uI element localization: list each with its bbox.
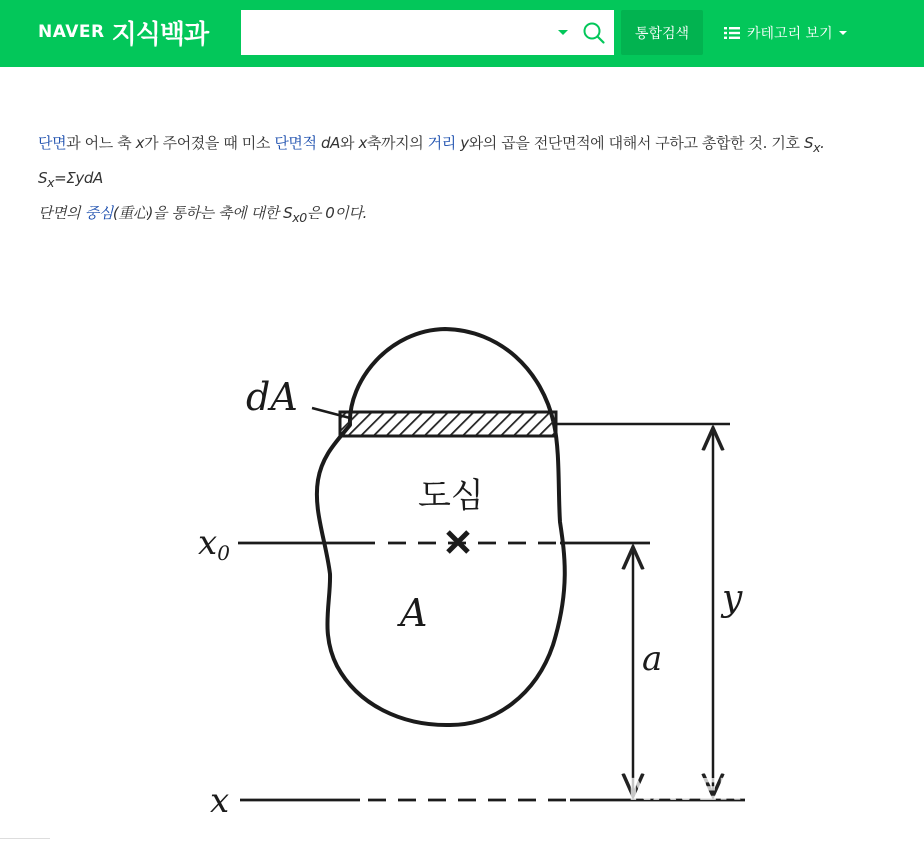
text-segment: (重心)을 통하는 축에 대한 [112,204,284,222]
definition-text [38,128,912,233]
formula-subscript: x [47,175,55,190]
text-segment: . [820,134,825,152]
symbol-subscript: x [813,140,821,155]
label-a: a [642,639,663,679]
text-segment: 은 0이다. [306,204,367,222]
search-icon[interactable] [582,21,606,45]
naver-dictionary-logo[interactable] [38,14,208,50]
formula-symbol: S [38,169,48,187]
variable-x: x [135,134,145,152]
category-view-label: 카테고리 보기 [747,25,833,42]
naver-logo[interactable]: NAVER [38,22,105,42]
label-y: y [722,578,743,619]
bottom-divider [0,838,50,839]
symbol-S: S [803,134,814,152]
formula [38,163,912,198]
service-name[interactable]: 지식백과 [111,19,209,50]
dA-strip [340,412,556,436]
label-x0-subscript: 0 [217,541,230,565]
naver-watermark: NAVER [628,773,742,808]
label-x0-letter: x [198,523,218,563]
top-bar [0,0,924,67]
label-dA: dA [246,375,298,419]
symbol-S: S [283,204,293,222]
text-segment: 와의 곱을 전단면적에 대해서 구하고 총합한 것. 기호 [468,134,804,152]
chevron-down-icon [839,31,847,35]
integrated-search-button[interactable]: 통합검색 [621,10,703,55]
text-segment: 가 주어졌을 때 미소 [144,134,275,152]
variable-dA: dA [321,134,340,152]
variable-x: x [358,134,367,152]
link-centroid[interactable]: 중심 [84,204,113,222]
label-x0 [198,523,230,565]
formula-expression: =ΣydA [54,169,103,187]
list-icon [724,26,740,40]
label-x: x [210,781,230,821]
link-cross-section[interactable]: 단면 [38,134,67,152]
search-input[interactable] [241,10,541,55]
link-distance[interactable]: 거리 [427,134,456,152]
category-view-button[interactable] [724,10,847,55]
text-segment: 축까지의 [366,134,428,152]
search-box [241,10,614,55]
text-segment: 단면의 [38,204,85,222]
definition-paragraph [38,128,912,163]
link-cross-sectional-area[interactable]: 단면적 [274,134,317,152]
search-option-dropdown-icon[interactable] [558,30,568,35]
variable-y: y [460,134,469,152]
label-centroid: 도심 [418,476,484,516]
first-moment-diagram [190,300,750,830]
text-segment: 과 어느 축 [66,134,136,152]
cross-section-outline [317,329,565,725]
centroid-note [38,198,912,233]
text-segment: 와 [339,134,359,152]
symbol-subscript: x0 [292,210,307,225]
label-A: A [400,591,428,635]
